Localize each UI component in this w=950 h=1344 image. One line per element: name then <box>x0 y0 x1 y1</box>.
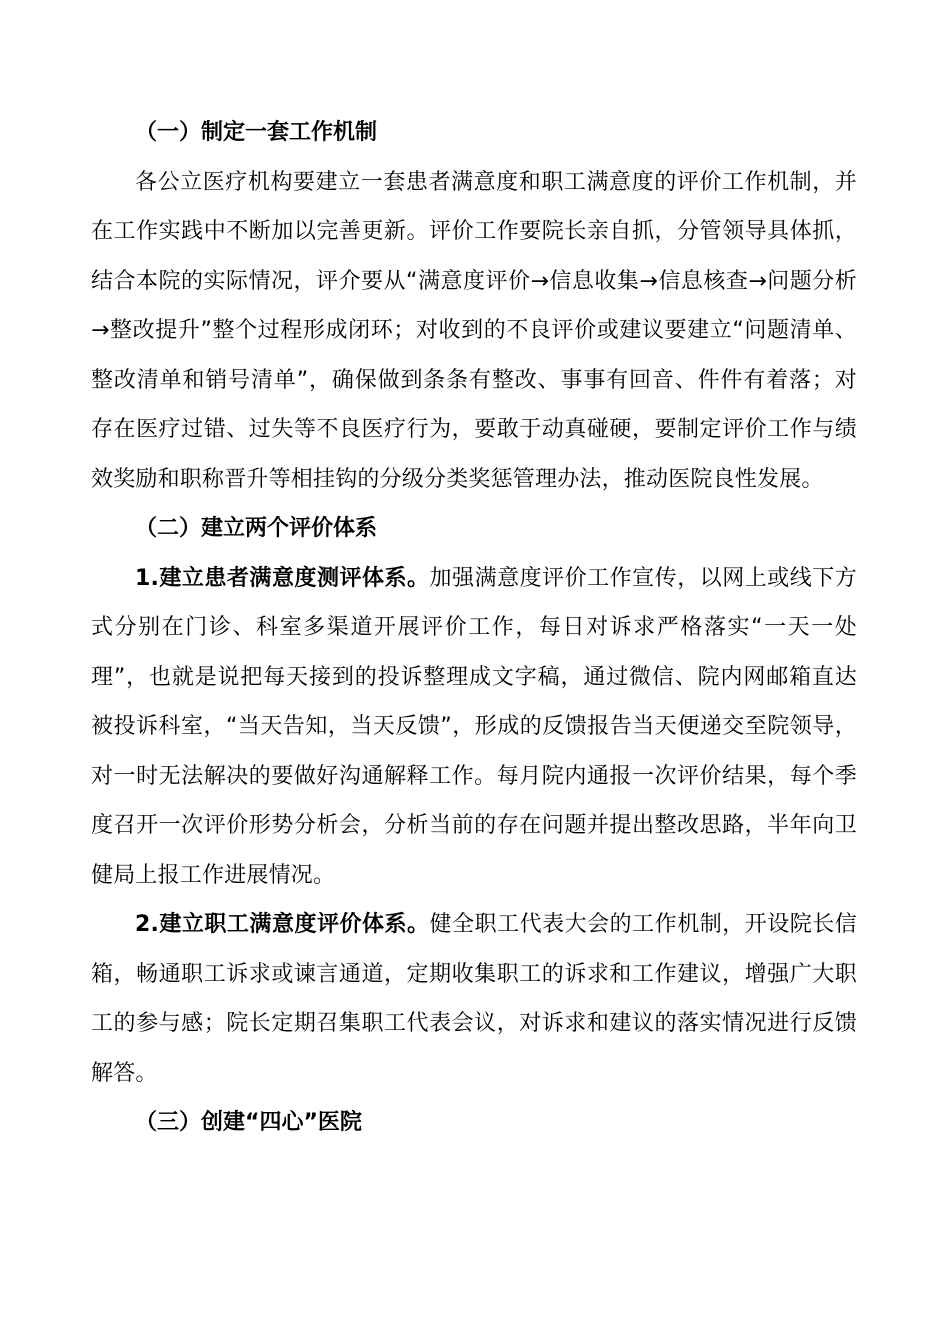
section-2-paragraph-2 <box>91 900 857 1098</box>
paragraph-lead: 1.建立患者满意度测评体系。 <box>135 565 430 591</box>
section-heading-2: （二）建立两个评价体系 <box>135 516 378 541</box>
section-heading-3: （三）创建“四心”医院 <box>135 1110 362 1135</box>
paragraph-text: 各公立医疗机构要建立一套患者满意度和职工满意度的评价工作机制，并在工作实践中不断加以完善更新。评价工作要院长亲自抓，分管领导具体抓，结合本院的实际情况，评介要从“满意度评价→信息收集→信息核查→问题分析→整改提升”整个过程形成闭环；对收到的不良评价或建议要建立“问题清单、整改清单和销号清单”，确保做到条条有整改、事事有回音、件件有着落；对存在医疗过错、过失等不良医疗行为，要敢于动真碰硬，要制定评价工作与绩效奖励和职称晋升等相挂钩的分级分类奖惩管理办法，推动医院良性发展。 <box>91 169 857 492</box>
section-1-paragraph <box>91 158 857 505</box>
paragraph-lead: 2.建立职工满意度评价体系。 <box>135 912 430 937</box>
section-2-paragraph-1 <box>91 554 857 901</box>
paragraph-text: 健全职工代表大会的工作机制，开设院长信箱，畅通职工诉求或谏言通道，定期收集职工的诉求和工作建议，增强广大职工的参与感；院长定期召集职工代表会议，对诉求和建议的落实情况进行反馈解答。 <box>91 912 857 1086</box>
document-page <box>91 108 857 1148</box>
paragraph-text: 加强满意度评价工作宣传，以网上或线下方式分别在门诊、科室多渠道开展评价工作，每日对诉求严格落实“一天一处理”，也就是说把每天接到的投诉整理成文字稿，通过微信、院内网邮箱直达被投诉科室，“当天告知，当天反馈”，形成的反馈报告当天便递交至院领导，对一时无法解决的要做好沟通解释工作。每月院内通报一次评价结果，每个季度召开一次评价形势分析会，分析当前的存在问题并提出整改思路，半年向卫健局上报工作进展情况。 <box>91 565 857 888</box>
section-heading-1: （一）制定一套工作机制 <box>135 120 378 145</box>
